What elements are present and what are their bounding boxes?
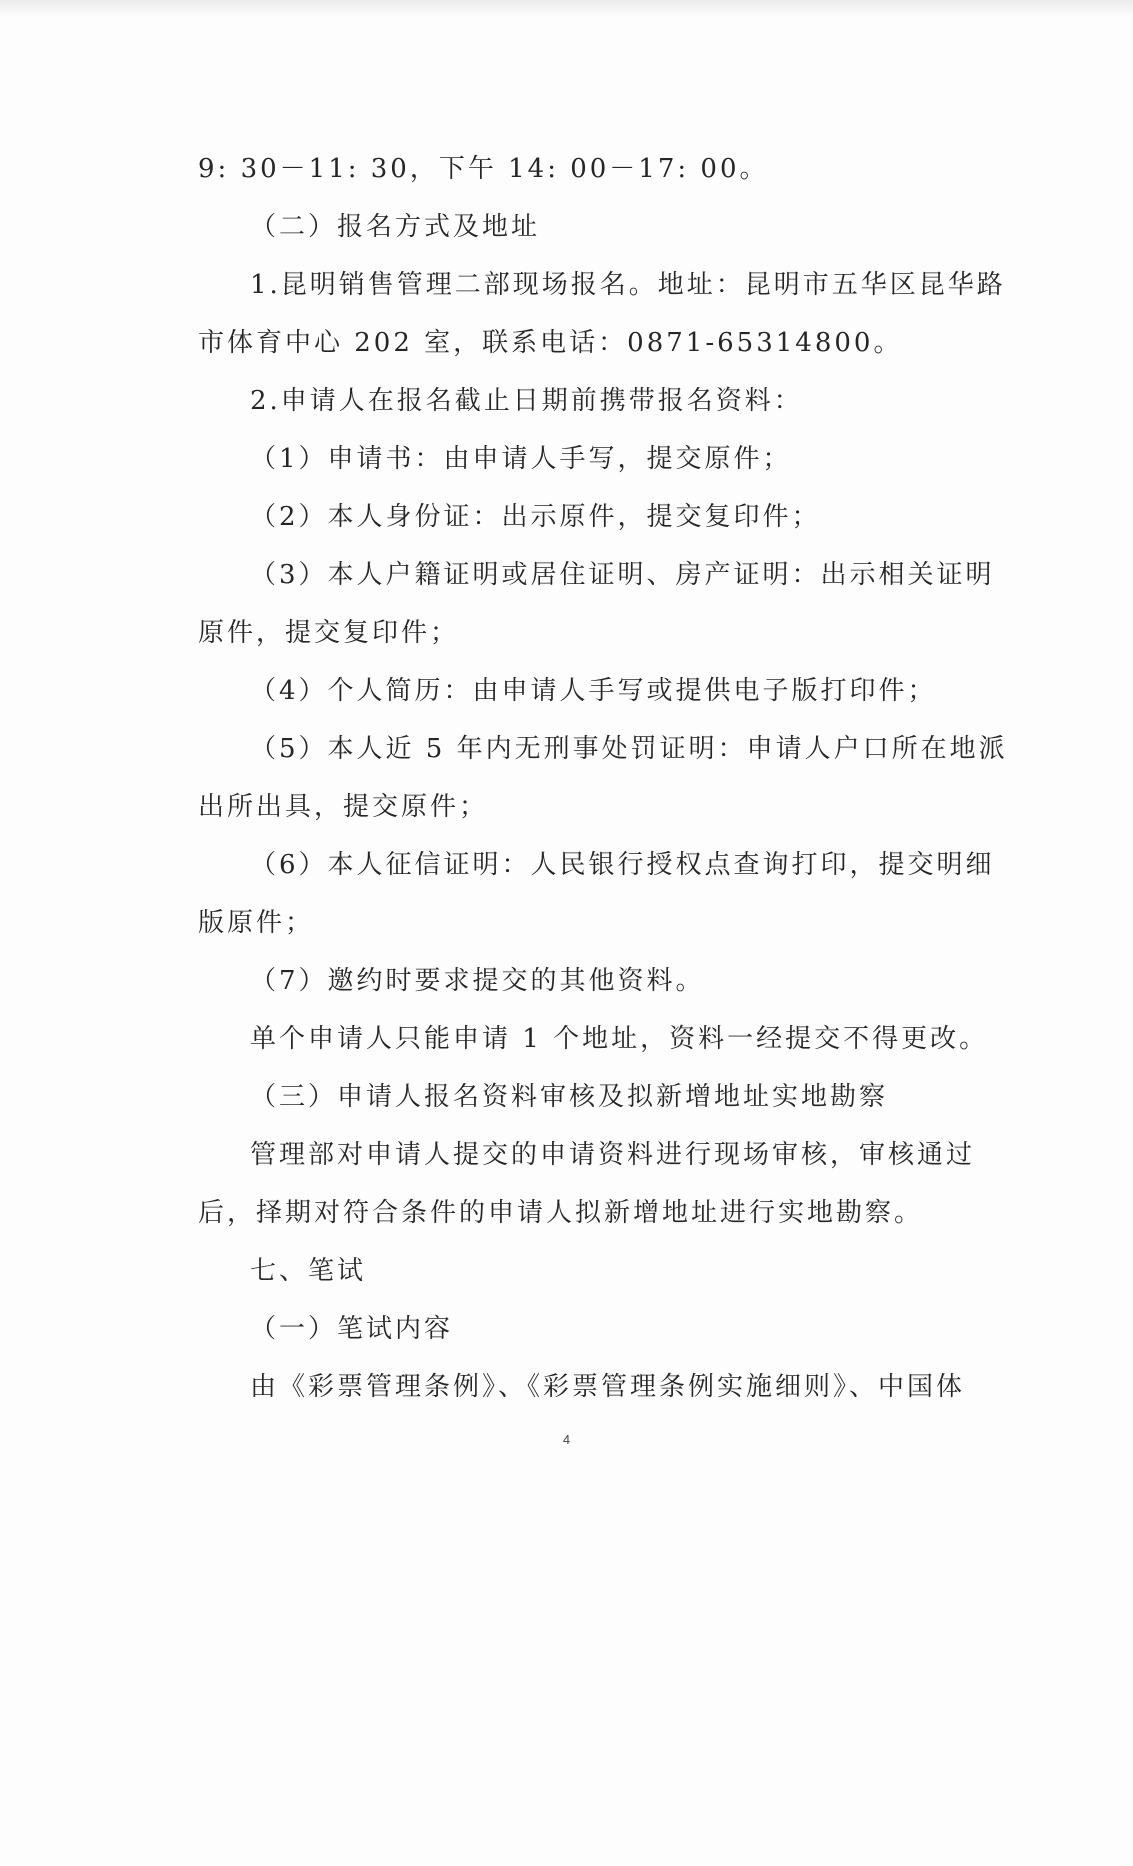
text-line: 后，择期对符合条件的申请人拟新增地址进行实地勘察。 <box>198 1198 924 1228</box>
text-line: （一）笔试内容 <box>250 1314 454 1344</box>
text-line: （4）个人简历：由申请人手写或提供电子版打印件； <box>250 676 937 706</box>
text-line: 版原件； <box>198 908 315 938</box>
text-line: （6）本人征信证明：人民银行授权点查询打印，提交明细 <box>250 850 995 880</box>
text-line: 出所出具，提交原件； <box>198 792 489 822</box>
text-line: （2）本人身份证：出示原件，提交复印件； <box>250 502 821 532</box>
text-line: 原件，提交复印件； <box>198 618 460 648</box>
text-line: （5）本人近 5 年内无刑事处罚证明：申请人户口所在地派 <box>250 734 1008 764</box>
text-line: 2.申请人在报名截止日期前携带报名资料： <box>250 386 803 416</box>
text-line: （二）报名方式及地址 <box>250 212 541 242</box>
text-line: 9: 30－11: 30，下午 14: 00－17: 00。 <box>198 154 769 184</box>
text-line: （三）申请人报名资料审核及拟新增地址实地勘察 <box>250 1082 889 1112</box>
text-line: 管理部对申请人提交的申请资料进行现场审核，审核通过 <box>250 1140 976 1170</box>
text-line: 由《彩票管理条例》、《彩票管理条例实施细则》、中国体 <box>250 1372 966 1402</box>
text-line: 七、笔试 <box>250 1256 367 1286</box>
document-body <box>198 140 1008 1416</box>
text-line: 市体育中心 202 室，联系电话：0871-65314800。 <box>198 328 903 358</box>
text-line: 1.昆明销售管理二部现场报名。地址：昆明市五华区昆华路 <box>250 270 1006 300</box>
scan-edge <box>0 0 1133 18</box>
text-line: （1）申请书：由申请人手写，提交原件； <box>250 444 792 474</box>
text-line: （3）本人户籍证明或居住证明、房产证明：出示相关证明 <box>250 560 995 590</box>
text-line: 单个申请人只能申请 1 个地址，资料一经提交不得更改。 <box>250 1024 989 1054</box>
page-number: 4 <box>562 1432 571 1447</box>
text-line: （7）邀约时要求提交的其他资料。 <box>250 966 705 996</box>
